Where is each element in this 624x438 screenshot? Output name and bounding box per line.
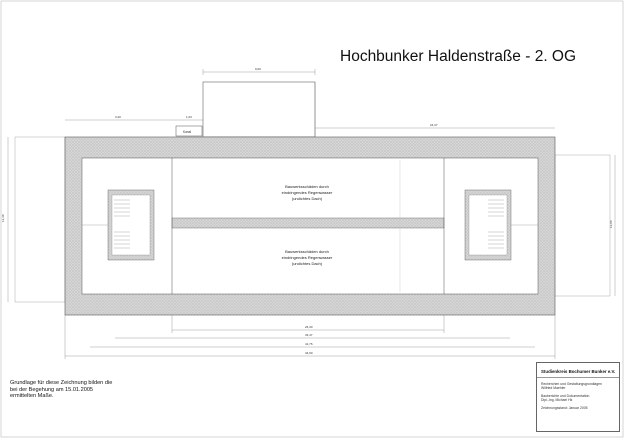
dim-bottom-1: 26,30 [305, 325, 313, 329]
corridor-wall [172, 218, 444, 228]
note-line: Grundlage für diese Zeichnung bilden die [10, 380, 113, 386]
right-annex-outline [555, 155, 610, 296]
title-block-organization: Studienkreis Bochumer Bunker e.V. [541, 369, 616, 374]
svg-text:Bauwerksschäden durch: Bauwerksschäden durch [285, 184, 329, 189]
title-block-line: Wilfried Maehler [541, 386, 566, 391]
dim-top-3: 1,03 [186, 115, 192, 119]
dim-side-right: 13,06 [609, 220, 613, 228]
svg-text:Bauwerksschäden durch: Bauwerksschäden durch [285, 249, 329, 254]
note-line: bei der Begehung am 15.01.2005 [10, 386, 94, 393]
dim-top-1: 9,00 [255, 67, 261, 71]
title-block-line: Bauberichte und Dokumentation [541, 393, 590, 398]
dim-side-left: 13,30 [1, 214, 5, 222]
divider [537, 377, 619, 378]
title-block-line: Dipl.-Ing. Michael Hk [541, 398, 573, 403]
left-annex-outline [15, 137, 65, 302]
survey-note [10, 380, 150, 400]
svg-text:(undichtes Dach): (undichtes Dach) [291, 261, 323, 266]
title-block-line: Zeichnungsstand: Januar 2005 [541, 405, 588, 410]
title-block-line: Recherchen und Gestaltungsgrundlagen [541, 382, 602, 386]
dim-bottom-3: 41,76 [305, 342, 313, 346]
svg-text:eindringendes Regenwasser: eindringendes Regenwasser [281, 255, 333, 260]
roof-tower [203, 82, 315, 137]
drawing-title: Hochbunker Haldenstraße - 2. OG [340, 48, 577, 65]
small-room-label: Kanal [183, 130, 192, 134]
dim-top-2: 3,20 [115, 115, 121, 119]
note-line: ermittelten Maße. [10, 393, 54, 400]
title-block [536, 362, 620, 432]
dim-bottom-4: 44,90 [305, 351, 313, 355]
svg-text:(undichtes Dach): (undichtes Dach) [291, 196, 323, 201]
dim-bottom-2: 33,47 [305, 333, 313, 337]
dim-top-5: 24,37 [430, 123, 438, 127]
svg-text:eindringendes Regenwasser: eindringendes Regenwasser [281, 190, 333, 195]
